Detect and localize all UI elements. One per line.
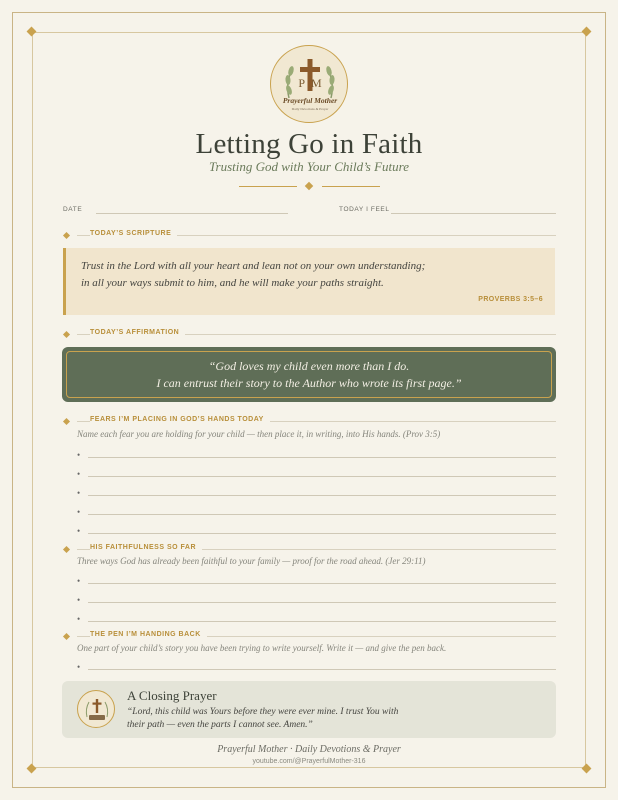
diamond-icon	[63, 232, 70, 239]
faithfulness-heading: HIS FAITHFULNESS SO FAR	[64, 544, 556, 556]
fears-line[interactable]: •	[77, 526, 556, 536]
page-title: Letting Go in Faith	[195, 128, 423, 160]
title-divider	[322, 186, 380, 187]
affirmation-heading: TODAY’S AFFIRMATION	[64, 329, 556, 341]
closing-prayer-box	[62, 681, 556, 738]
diamond-icon	[63, 331, 70, 338]
scripture-text: Trust in the Lord with all your heart and lean not on your own understanding; in all your ways submit to him, and he will make your paths straight.	[81, 260, 426, 289]
faithfulness-prompt: Three ways God has already been faithful to your family — proof for the road ahead. (Jer 29:11)	[77, 556, 426, 566]
diamond-icon	[63, 633, 70, 640]
fears-line[interactable]: •	[77, 507, 556, 517]
logo-monogram: PM	[298, 76, 328, 90]
cross-icon	[78, 691, 116, 729]
diamond-icon	[63, 546, 70, 553]
affirmation-box	[62, 347, 556, 402]
scripture-reference: PROVERBS 3:5–6	[478, 296, 543, 303]
fears-heading: FEARS I’M PLACING IN GOD’S HANDS TODAY	[64, 416, 556, 428]
scripture-box	[63, 248, 555, 315]
brand-logo	[270, 45, 348, 123]
fears-line[interactable]: •	[77, 488, 556, 498]
faithfulness-line[interactable]: •	[77, 576, 556, 586]
fears-line[interactable]: •	[77, 469, 556, 479]
title-divider	[239, 186, 297, 187]
affirmation-line: I can entrust their story to the Author who wrote its first page.”	[156, 376, 462, 390]
logo-name: Prayerful Mother	[282, 96, 338, 105]
feel-label: TODAY I FEEL	[339, 206, 390, 213]
brand-badge	[77, 690, 115, 728]
date-label: DATE	[63, 206, 83, 213]
pen-line[interactable]: •	[77, 662, 556, 672]
footer-brand: Prayerful Mother · Daily Devotions & Prayer	[217, 744, 401, 755]
date-field[interactable]	[96, 213, 288, 214]
closing-title: A Closing Prayer	[127, 688, 217, 703]
page-subtitle: Trusting God with Your Child’s Future	[209, 159, 409, 174]
scripture-heading: TODAY’S SCRIPTURE	[64, 230, 556, 242]
pen-prompt: One part of your child’s story you have been trying to write yourself. Write it — and give the pen back.	[77, 643, 447, 653]
feel-field[interactable]	[391, 213, 556, 214]
fears-line[interactable]: •	[77, 450, 556, 460]
closing-text: “Lord, this child was Yours before they were ever mine. I trust You with their path — even the parts I cannot see. Amen.”	[127, 707, 399, 730]
faithfulness-line[interactable]: •	[77, 614, 556, 624]
logo-tagline: Daily Devotions & Prayer	[291, 107, 329, 111]
footer-link[interactable]: youtube.com/@PrayerfulMother-316	[252, 758, 366, 765]
pen-heading: THE PEN I’M HANDING BACK	[64, 631, 556, 643]
faithfulness-line[interactable]: •	[77, 595, 556, 605]
diamond-icon	[63, 418, 70, 425]
affirmation-line: “God loves my child even more than I do.	[208, 359, 410, 373]
fears-prompt: Name each fear you are holding for your child — then place it, in writing, into His hands. (Prov 3:5)	[77, 429, 441, 439]
